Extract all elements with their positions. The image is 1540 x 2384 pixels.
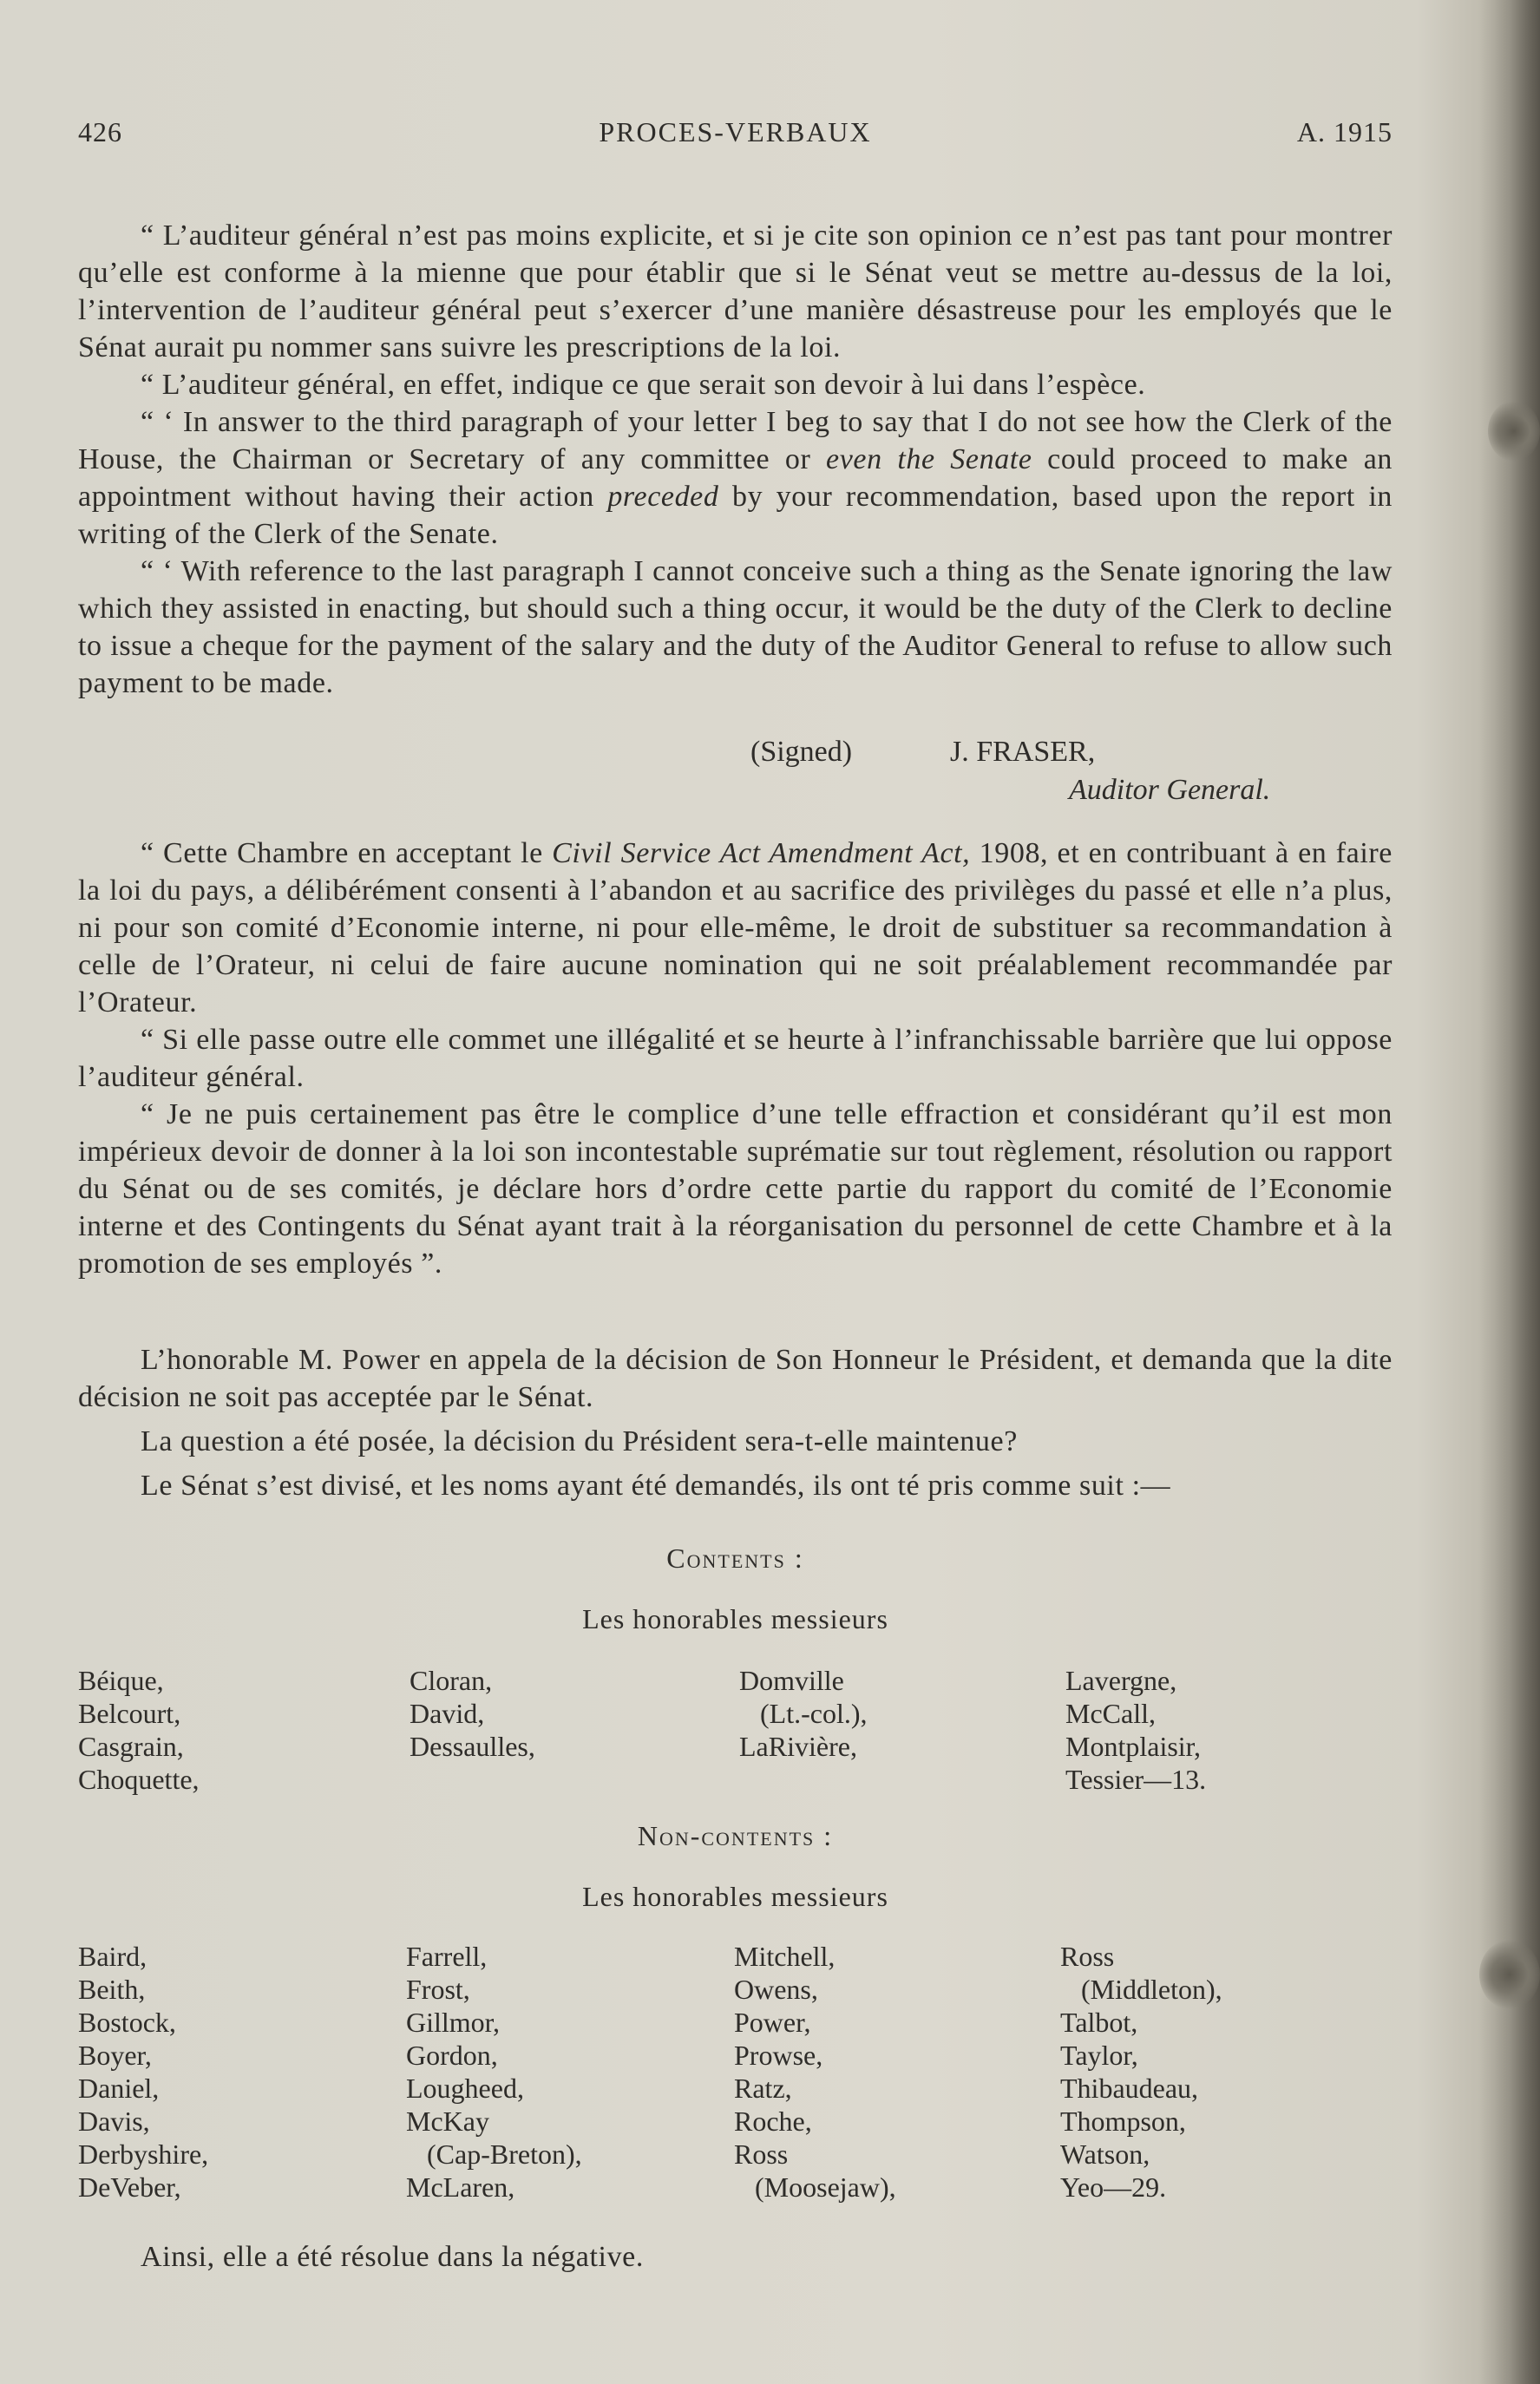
list-item: Casgrain, [78,1731,184,1762]
list-item: Baird, [78,1941,147,1972]
list-item: Dessaulles, [410,1731,535,1762]
list-item: Watson, [1060,2138,1150,2170]
signature-role: Auditor General. [1069,774,1271,806]
paragraph: La question a été posée, la décision du Président sera-t-elle maintenue? [141,1425,1018,1457]
list-item: Lavergne, [1065,1665,1177,1696]
list-item: Thompson, [1060,2106,1186,2137]
list-item: Daniel, [78,2073,160,2104]
body-text-block-1 [78,217,1393,702]
list-item: McLaren, [406,2171,515,2203]
italic-text: preceded [607,481,719,513]
paragraph [78,403,1393,553]
list-item: Taylor, [1060,2040,1138,2071]
list-item: Béique, [78,1665,164,1696]
list-item: McKay [406,2106,489,2137]
list-item: Thibaudeau, [1060,2073,1199,2104]
name-column [78,1664,399,1796]
paragraph: “ L’auditeur général, en effet, indique ce que serait son devoir à lui dans l’espèce. [141,369,1146,401]
list-item: LaRivière, [739,1731,857,1762]
paragraph: Ainsi, elle a été résolue dans la négative. [141,2241,644,2273]
paragraph: “ Si elle passe outre elle commet une illégalité et se heurte à l’infranchissable barrière que lui oppose l’auditeur général. [78,1024,1393,1093]
paragraph: “ ‘ With reference to the last paragraph I cannot conceive such a thing as the Senate ignoring the law which they assisted in enacting, but should such a thing occur, it would be the duty of the Clerk to decline to issue a cheque for the payment of the salary and the duty of the Auditor General to refuse to allow such payment to be made. [78,555,1393,699]
list-item: Power, [734,2007,811,2038]
contents-heading: Contents : [666,1542,804,1574]
list-item: Mitchell, [734,1941,836,1972]
list-item: Frost, [406,1974,470,2005]
list-item: Choquette, [78,1764,200,1795]
page-year: A. 1915 [1296,116,1393,147]
book-spine-shadow [1479,0,1540,2384]
list-item: (Middleton), [1060,1974,1222,2005]
list-item: Farrell, [406,1941,488,1972]
text-span: “ ‘ In answer to the third paragraph of your letter I beg to say that I do not see how the Clerk of the House, the Chairman or Secretary of any committee or [78,406,1393,475]
list-item: Lougheed, [406,2073,524,2104]
list-item: (Cap-Breton), [406,2138,582,2170]
name-column [1060,1940,1381,2204]
list-item: Gillmor, [406,2007,501,2038]
list-item: Tessier—13. [1065,1764,1207,1795]
name-column [410,1664,731,1763]
list-item: Yeo—29. [1060,2171,1167,2203]
closing-text [78,2238,1393,2276]
list-item: David, [410,1698,485,1729]
page-stain [1479,1940,1540,2009]
list-item: (Moosejaw), [734,2171,896,2203]
name-column [78,1940,399,2204]
list-item: Boyer, [78,2040,152,2071]
list-item: DeVeber, [78,2171,181,2203]
list-item: Prowse, [734,2040,823,2071]
list-item: Beith, [78,1974,146,2005]
paragraph: Le Sénat s’est divisé, et les noms ayant été demandés, ils ont té pris comme suit :— [141,1470,1171,1502]
non-contents-subheading: Les honorables messieurs [582,1881,888,1912]
page-number: 426 [78,116,122,147]
list-item: McCall, [1065,1698,1156,1729]
signature-name: J. FRASER, [950,736,1096,768]
list-item: Ross [734,2138,789,2170]
contents-subheading: Les honorables messieurs [582,1603,888,1634]
list-item: Owens, [734,1974,818,2005]
list-item: Belcourt, [78,1698,181,1729]
page-title: PROCES-VERBAUX [599,116,872,147]
list-item: Roche, [734,2106,812,2137]
page-header [78,116,1393,154]
name-column [734,1940,1055,2204]
text-span: “ Cette Chambre en acceptant le [141,837,553,869]
signature-signed: (Signed) [750,736,853,768]
non-contents-heading: Non-contents : [637,1820,834,1851]
name-column [1065,1664,1386,1796]
text-span: by your recommendation, based upon the report in writing of the Clerk of the Senate. [78,481,1393,550]
page-stain [1488,401,1540,462]
list-item: Gordon, [406,2040,498,2071]
italic-text: even the Senate [826,443,1032,475]
list-item: Derbyshire, [78,2138,209,2170]
text-span: could proceed to make an appointment without having their action [78,443,1393,513]
body-text-block-2 [78,835,1393,1282]
list-item: Ratz, [734,2073,792,2104]
list-item: Ross [1060,1941,1115,1972]
text-span: 1908, et en contribuant à en faire la loi du pays, a délibérément consenti à l’abandon et au sacrifice des privilèges du passé et elle n’a plus, ni pour son comité d’Economie interne, ni pour elle-même, le droit de substituer sa recommandation à celle de l’Orateur, ni celui de faire aucune nomination qui ne soit préalablement recommandée par l’Orateur. [78,837,1393,1018]
list-item: Domville [739,1665,844,1696]
list-item: Cloran, [410,1665,493,1696]
body-text-block-3 [78,1341,1393,1504]
italic-text: Civil Service Act Amendment Act, [552,837,971,869]
paragraph: L’honorable M. Power en appela de la décision de Son Honneur le Président, et demanda que la dite décision ne soit pas acceptée par le Sénat. [78,1344,1393,1413]
list-item: Bostock, [78,2007,176,2038]
list-item: Davis, [78,2106,150,2137]
list-item: Montplaisir, [1065,1731,1202,1762]
name-column [406,1940,727,2204]
list-item: Talbot, [1060,2007,1138,2038]
name-column [739,1664,1060,1763]
list-item: (Lt.-col.), [739,1698,868,1729]
paragraph [78,835,1393,1021]
paragraph: “ L’auditeur général n’est pas moins explicite, et si je cite son opinion ce n’est pas tant pour montrer qu’elle est conforme à la mienne que pour établir que si le Sénat veut se mettre au-dessus de la loi, l’intervention de l’auditeur général peut s’exercer d’une manière désastreuse pour les employés que le Sénat aurait pu nommer sans suivre les prescriptions de la loi. [78,219,1393,363]
paragraph: “ Je ne puis certainement pas être le complice d’une telle effraction et considérant qu’il est mon impérieux devoir de donner à la loi son incontestable suprématie sur tout règlement, résolution ou rapport du Sénat ou de ses comités, je déclare hors d’ordre cette partie du rapport du comité de l’Economie interne et des Contingents du Sénat ayant trait à la réorganisation du personnel de cette Chambre et à la promotion de ses employés ”. [78,1098,1393,1280]
